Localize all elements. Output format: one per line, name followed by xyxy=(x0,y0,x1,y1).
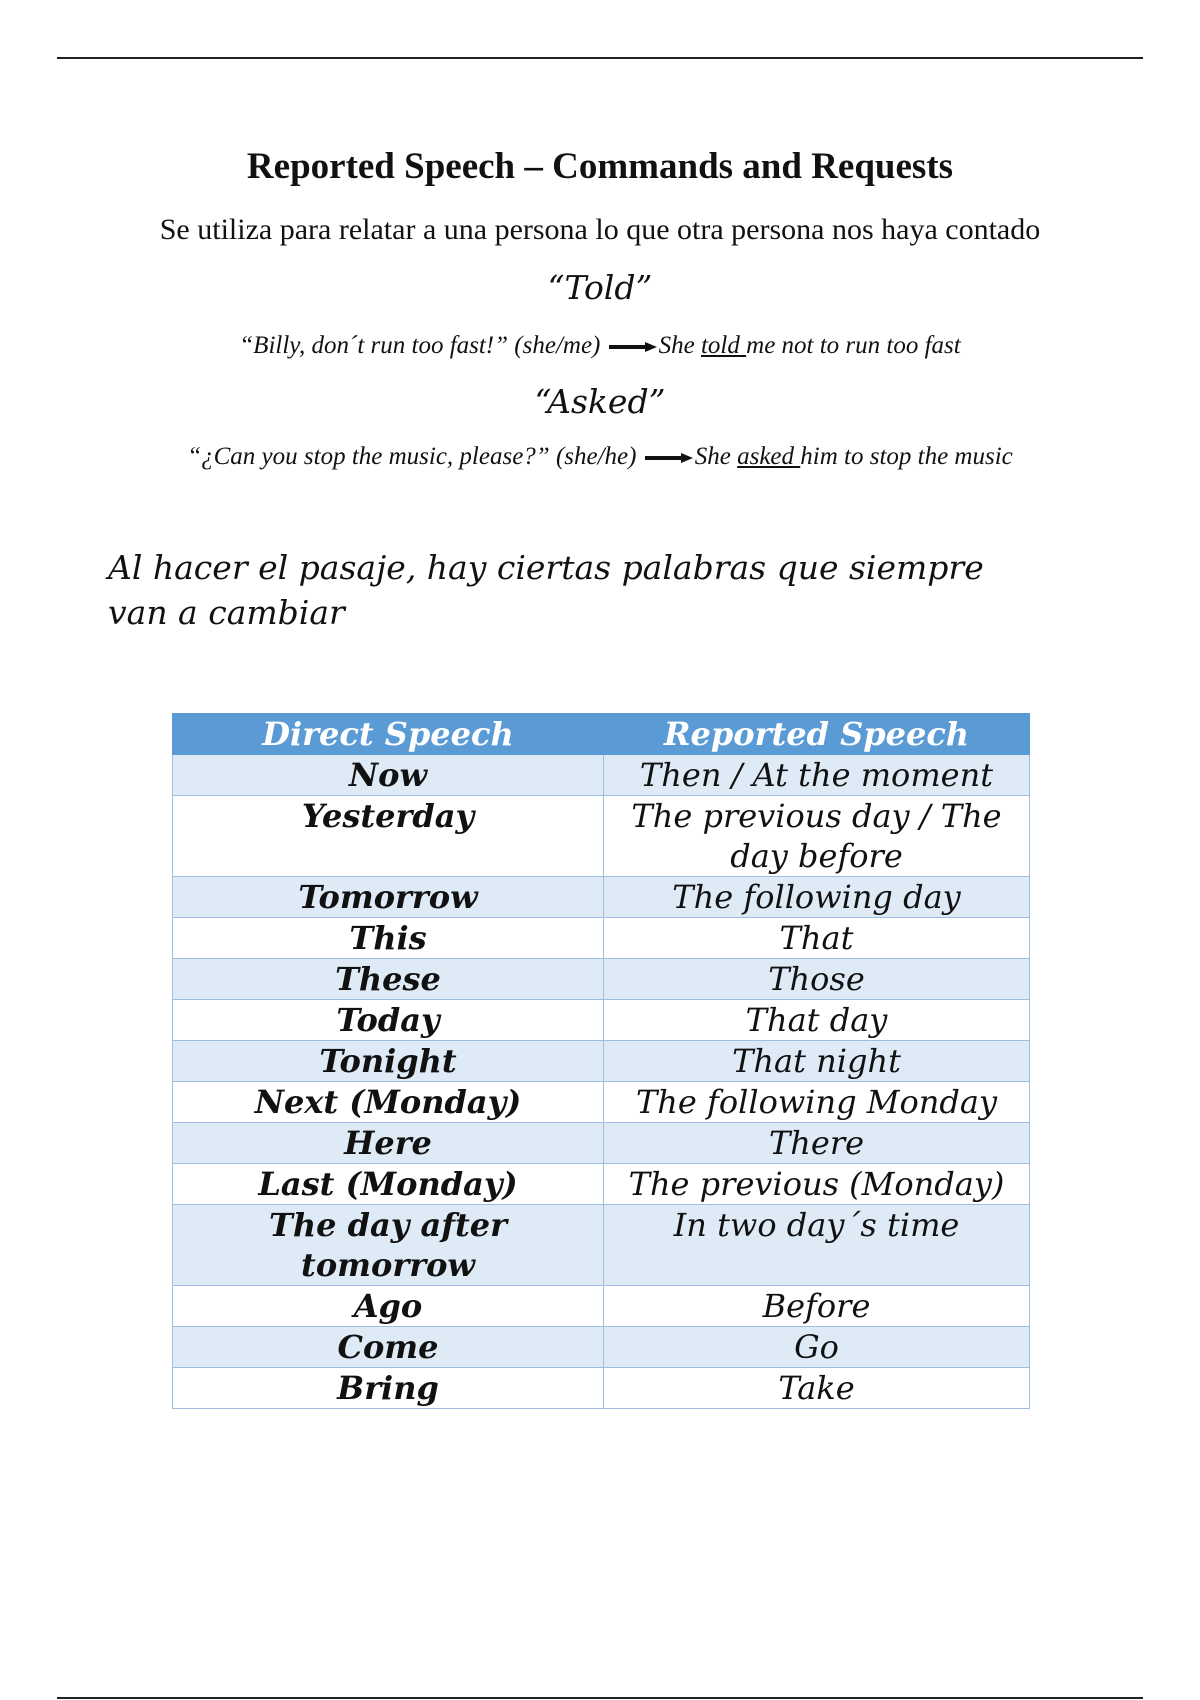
asked-example xyxy=(0,443,1200,471)
told-keyword: told xyxy=(700,332,747,359)
asked-result-post: him to stop the music xyxy=(800,443,1013,470)
table-row xyxy=(173,959,1030,1000)
direct-speech-cell: Now xyxy=(173,755,604,796)
speech-conversion-table xyxy=(172,713,1030,1409)
table-row xyxy=(173,1041,1030,1082)
table-row xyxy=(173,877,1030,918)
table-row xyxy=(173,1368,1030,1409)
reported-speech-cell: That day xyxy=(604,1000,1030,1041)
asked-result-pre: She xyxy=(694,443,738,470)
reported-speech-cell: Those xyxy=(604,959,1030,1000)
table-row xyxy=(173,918,1030,959)
told-heading: “Told” xyxy=(547,268,653,307)
reported-speech-cell: Then / At the moment xyxy=(604,755,1030,796)
reported-speech-cell: Before xyxy=(604,1286,1030,1327)
told-result-post: me not to run too fast xyxy=(746,332,961,359)
direct-speech-cell: Last (Monday) xyxy=(173,1164,604,1205)
table-row xyxy=(173,1082,1030,1123)
direct-speech-cell: The day after tomorrow xyxy=(173,1205,604,1286)
table-row xyxy=(173,1000,1030,1041)
direct-speech-cell: Come xyxy=(173,1327,604,1368)
reported-speech-cell: The previous (Monday) xyxy=(604,1164,1030,1205)
arrow-right-icon xyxy=(609,342,657,352)
table-header-row xyxy=(173,714,1030,755)
reported-speech-cell: That xyxy=(604,918,1030,959)
reported-speech-cell: The following Monday xyxy=(604,1082,1030,1123)
reported-speech-cell: Take xyxy=(604,1368,1030,1409)
table-body xyxy=(173,755,1030,1409)
direct-speech-cell: Next (Monday) xyxy=(173,1082,604,1123)
reported-speech-cell: Go xyxy=(604,1327,1030,1368)
direct-speech-cell: Bring xyxy=(173,1368,604,1409)
direct-speech-cell: This xyxy=(173,918,604,959)
asked-quote: “¿Can you stop the music, please?” (she/he) xyxy=(187,443,637,470)
direct-speech-cell: Today xyxy=(173,1000,604,1041)
table-row xyxy=(173,755,1030,796)
reported-speech-cell: The previous day / The day before xyxy=(604,796,1030,877)
header-reported-speech: Reported Speech xyxy=(604,714,1030,755)
table-row xyxy=(173,1164,1030,1205)
reported-speech-cell: The following day xyxy=(604,877,1030,918)
direct-speech-cell: These xyxy=(173,959,604,1000)
page-subtitle: Se utiliza para relatar a una persona lo que otra persona nos haya contado xyxy=(159,213,1041,246)
arrow-right-icon xyxy=(645,453,693,463)
reported-speech-cell: That night xyxy=(604,1041,1030,1082)
direct-speech-cell: Yesterday xyxy=(173,796,604,877)
asked-heading: “Asked” xyxy=(534,382,666,421)
asked-keyword: asked xyxy=(737,443,801,470)
header-direct-speech: Direct Speech xyxy=(173,714,604,755)
told-example xyxy=(0,332,1200,360)
reported-speech-cell: In two day´s time xyxy=(604,1205,1030,1286)
table-row xyxy=(173,1205,1030,1286)
told-quote: “Billy, don´t run too fast!” (she/me) xyxy=(239,332,601,359)
table-row xyxy=(173,1123,1030,1164)
told-result-pre: She xyxy=(658,332,701,359)
direct-speech-cell: Tonight xyxy=(173,1041,604,1082)
direct-speech-cell: Ago xyxy=(173,1286,604,1327)
top-rule xyxy=(57,57,1143,59)
bottom-rule xyxy=(57,1697,1143,1699)
direct-speech-cell: Tomorrow xyxy=(173,877,604,918)
direct-speech-cell: Here xyxy=(173,1123,604,1164)
table-row xyxy=(173,1286,1030,1327)
page-title: Reported Speech – Commands and Requests xyxy=(246,146,954,187)
table-row xyxy=(173,1327,1030,1368)
note-paragraph: Al hacer el pasaje, hay ciertas palabras que siempre van a cambiar xyxy=(108,548,984,632)
reported-speech-cell: There xyxy=(604,1123,1030,1164)
table-row xyxy=(173,796,1030,877)
